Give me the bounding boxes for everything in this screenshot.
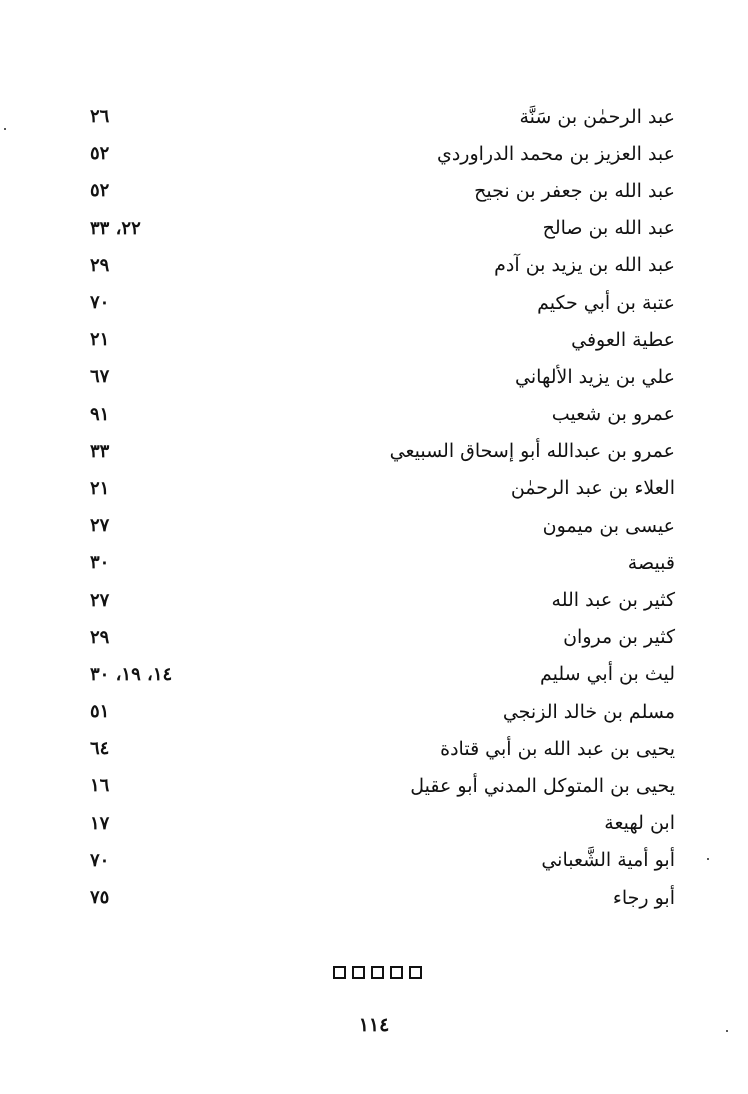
end-mark-box-icon (352, 966, 365, 979)
index-narrator-name: علي بن يزيد الألهاني (515, 365, 675, 388)
index-page-numbers: ٥١ (90, 701, 110, 723)
section-end-marks (333, 966, 422, 979)
index-page-numbers: ٢٧ (90, 589, 110, 611)
end-mark-box-icon (371, 966, 384, 979)
index-row (90, 693, 675, 730)
index-page-numbers: ٢١ (90, 477, 110, 499)
index-row (90, 321, 675, 358)
index-narrator-name: كثير بن مروان (563, 626, 675, 649)
index-narrator-name: عبد الله بن جعفر بن نجيح (474, 179, 675, 202)
index-narrator-name: كثير بن عبد الله (551, 589, 675, 612)
index-page-numbers: ٢٩ (90, 254, 110, 276)
index-row (90, 581, 675, 618)
index-row (90, 767, 675, 804)
index-row (90, 247, 675, 284)
index-row (90, 879, 675, 916)
index-row (90, 507, 675, 544)
index-narrator-name: أبو رجاء (612, 886, 675, 909)
index-page-numbers: ٩١ (90, 403, 110, 425)
index-page-numbers: ٢٢، ٣٣ (90, 217, 141, 239)
index-page-numbers: ٣٣ (90, 440, 110, 462)
index-page-numbers: ٣٠ (90, 552, 110, 574)
index-row (90, 470, 675, 507)
index-narrator-name: عمرو بن عبدالله أبو إسحاق السبيعي (389, 440, 675, 463)
page-number: ١١٤ (358, 1014, 390, 1036)
index-narrator-name: عتبة بن أبي حكيم (537, 291, 675, 314)
index-row (90, 544, 675, 581)
index-page-numbers: ١٤، ١٩، ٣٠ (90, 663, 173, 685)
index-narrator-name: عبد الله بن يزيد بن آدم (494, 254, 675, 277)
end-mark-box-icon (409, 966, 422, 979)
index-narrator-name: عمرو بن شعيب (551, 403, 675, 426)
index-row (90, 656, 675, 693)
index-page-numbers: ١٧ (90, 812, 110, 834)
index-page-numbers: ٦٤ (90, 738, 110, 760)
index-page-numbers: ٢٧ (90, 515, 110, 537)
index-page-numbers: ١٦ (90, 775, 110, 797)
index-page-numbers: ٢١ (90, 329, 110, 351)
index-page-numbers: ٢٩ (90, 626, 110, 648)
index-page-numbers: ٢٦ (90, 106, 110, 128)
index-narrator-name: عبد الله بن صالح (542, 217, 675, 240)
index-narrator-name: عطية العوفي (571, 328, 675, 351)
index-row (90, 842, 675, 879)
index-page-numbers: ٥٢ (90, 180, 110, 202)
index-row (90, 135, 675, 172)
index-row (90, 619, 675, 656)
end-mark-box-icon (390, 966, 403, 979)
index-row (90, 433, 675, 470)
index-row (90, 358, 675, 395)
index-narrator-name: ابن لهيعة (604, 812, 675, 835)
index-narrator-name: العلاء بن عبد الرحمٰن (510, 477, 675, 500)
index-row (90, 284, 675, 321)
index-narrator-name: يحيى بن المتوكل المدني أبو عقيل (410, 774, 675, 797)
index-row (90, 805, 675, 842)
index-narrator-name: عيسى بن ميمون (542, 514, 675, 537)
index-row (90, 98, 675, 135)
index-narrator-name: ليث بن أبي سليم (539, 663, 675, 686)
index-narrator-name: يحيى بن عبد الله بن أبي قتادة (440, 737, 675, 760)
index-row (90, 210, 675, 247)
index-row (90, 730, 675, 767)
index-page-numbers: ٥٢ (90, 143, 110, 165)
scan-speck (707, 858, 709, 860)
index-narrator-name: قبيصة (627, 551, 675, 574)
index-page-numbers: ٧٠ (90, 849, 110, 871)
scan-speck (4, 128, 6, 130)
index-narrator-name: عبد الرحمٰن بن سَنَّة (519, 105, 675, 128)
index-row (90, 396, 675, 433)
narrator-index-list (90, 98, 675, 916)
index-page-numbers: ٧٠ (90, 292, 110, 314)
end-mark-box-icon (333, 966, 346, 979)
index-narrator-name: عبد العزيز بن محمد الدراوردي (436, 142, 675, 165)
index-narrator-name: مسلم بن خالد الزنجي (502, 700, 675, 723)
index-page-numbers: ٦٧ (90, 366, 110, 388)
index-page-numbers: ٧٥ (90, 887, 110, 909)
scan-speck (726, 1030, 728, 1032)
index-narrator-name: أبو أمية الشَّعباني (541, 849, 675, 872)
index-row (90, 172, 675, 209)
